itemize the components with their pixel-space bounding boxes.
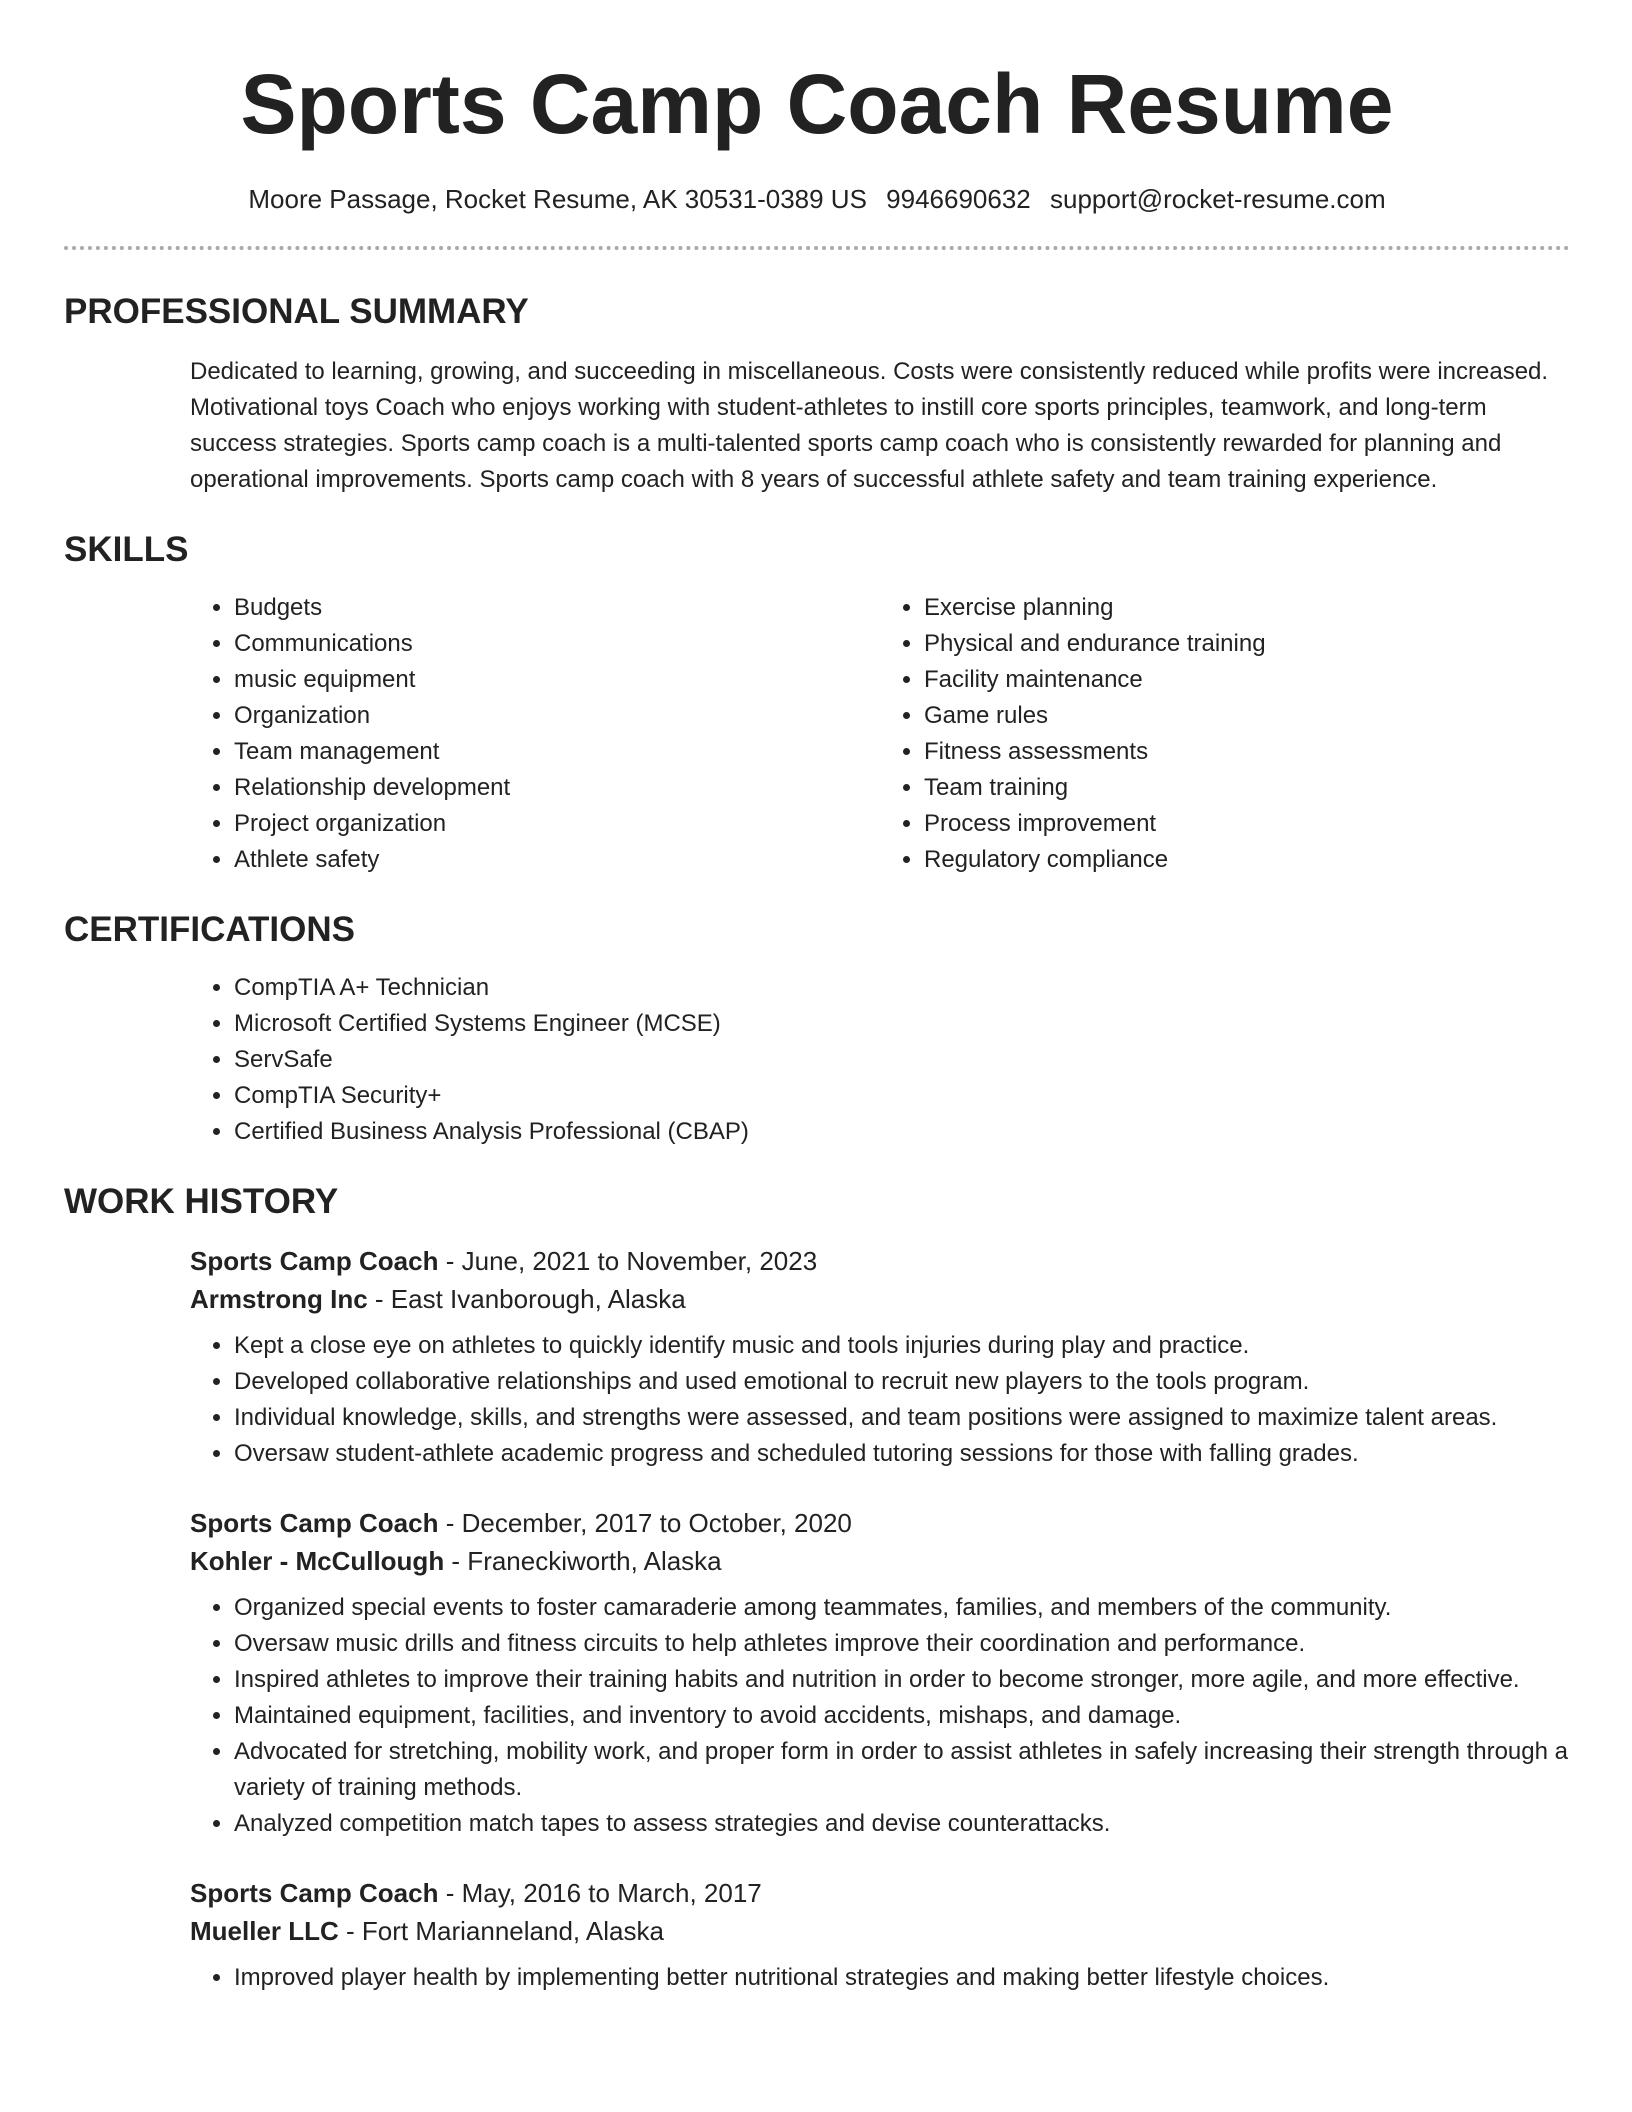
skill-item: • Team training xyxy=(924,770,1570,806)
skill-item: • Exercise planning xyxy=(924,590,1570,626)
skill-item: • music equipment xyxy=(234,662,880,698)
skill-item: • Relationship development xyxy=(234,770,880,806)
job-bullets xyxy=(190,1590,1570,1842)
skills-list-right xyxy=(880,590,1570,878)
job-location: - East Ivanborough, Alaska xyxy=(367,1284,686,1314)
skill-item: • Communications xyxy=(234,626,880,662)
job-bullets xyxy=(190,1960,1570,1996)
certifications-heading: CERTIFICATIONS xyxy=(64,910,356,949)
job-bullet: • Advocated for stretching, mobility work, and proper form in order to assist athletes in safely increasing their strength through a variety of training methods. xyxy=(234,1734,1570,1806)
skills-columns xyxy=(190,590,1570,878)
job-bullet: • Organized special events to foster camaraderie among teammates, families, and members of the community. xyxy=(234,1590,1570,1626)
job-bullet: • Inspired athletes to improve their training habits and nutrition in order to become stronger, more agile, and more effective. xyxy=(234,1662,1570,1698)
job-bullet: • Maintained equipment, facilities, and inventory to avoid accidents, mishaps, and damage. xyxy=(234,1698,1570,1734)
skills-heading: SKILLS xyxy=(64,530,189,569)
job-location: - Fort Marianneland, Alaska xyxy=(338,1916,664,1946)
skill-item: • Fitness assessments xyxy=(924,734,1570,770)
contact-line xyxy=(64,182,1570,216)
resume-title: Sports Camp Coach Resume xyxy=(240,57,1394,151)
job-role: Sports Camp Coach xyxy=(190,1878,439,1908)
job-bullet: • Oversaw music drills and fitness circuits to help athletes improve their coordination and performance. xyxy=(234,1626,1570,1662)
job-entry xyxy=(190,1504,1570,1842)
certification-item: • CompTIA Security+ xyxy=(234,1078,1570,1114)
job-role: Sports Camp Coach xyxy=(190,1246,439,1276)
skill-item: • Game rules xyxy=(924,698,1570,734)
work-history-heading: WORK HISTORY xyxy=(64,1182,339,1221)
job-title-line xyxy=(190,1504,1570,1542)
skill-item: • Physical and endurance training xyxy=(924,626,1570,662)
skill-item: • Athlete safety xyxy=(234,842,880,878)
summary-heading: PROFESSIONAL SUMMARY xyxy=(64,292,529,331)
certification-item: • ServSafe xyxy=(234,1042,1570,1078)
certification-item: • Microsoft Certified Systems Engineer (MCSE) xyxy=(234,1006,1570,1042)
certifications-list xyxy=(190,970,1570,1150)
certifications-block xyxy=(190,970,1570,1150)
job-location: - Franeckiworth, Alaska xyxy=(444,1546,722,1576)
certification-item: • Certified Business Analysis Professional (CBAP) xyxy=(234,1114,1570,1150)
job-entry xyxy=(190,1874,1570,1996)
job-bullet: • Individual knowledge, skills, and strengths were assessed, and team positions were assigned to maximize talent areas. xyxy=(234,1400,1570,1436)
contact-phone: 9946690632 xyxy=(886,184,1031,214)
skill-item: • Budgets xyxy=(234,590,880,626)
job-company: Mueller LLC xyxy=(190,1916,339,1946)
skill-item: • Facility maintenance xyxy=(924,662,1570,698)
skills-list-left xyxy=(190,590,880,878)
job-bullet: • Improved player health by implementing better nutritional strategies and making better lifestyle choices. xyxy=(234,1960,1570,1996)
job-bullet: • Developed collaborative relationships and used emotional to recruit new players to the tools program. xyxy=(234,1364,1570,1400)
skill-item: • Organization xyxy=(234,698,880,734)
job-role: Sports Camp Coach xyxy=(190,1508,439,1538)
job-company: Armstrong Inc xyxy=(190,1284,368,1314)
job-entry xyxy=(190,1242,1570,1472)
resume-page xyxy=(64,0,1570,2112)
job-dates: - December, 2017 to October, 2020 xyxy=(438,1508,852,1538)
job-dates: - May, 2016 to March, 2017 xyxy=(438,1878,762,1908)
job-bullets xyxy=(190,1328,1570,1472)
skill-item: • Regulatory compliance xyxy=(924,842,1570,878)
job-company: Kohler - McCullough xyxy=(190,1546,445,1576)
job-title-line xyxy=(190,1874,1570,1912)
certification-item: • CompTIA A+ Technician xyxy=(234,970,1570,1006)
summary-text: Dedicated to learning, growing, and succeeding in miscellaneous. Costs were consistently reduced while profits were increased. Motivational toys Coach who enjoys working with student-athletes to instill core sports principles, teamwork, and long-term success strategies. Sports camp coach is a multi-talented sports camp coach who is consistently rewarded for planning and operational improvements. Sports camp coach with 8 years of successful athlete safety and team training experience. xyxy=(190,358,1549,493)
job-bullet: • Oversaw student-athlete academic progress and scheduled tutoring sessions for those with falling grades. xyxy=(234,1436,1570,1472)
job-company-line xyxy=(190,1280,1570,1318)
skill-item: • Project organization xyxy=(234,806,880,842)
job-dates: - June, 2021 to November, 2023 xyxy=(438,1246,818,1276)
header-divider xyxy=(64,246,1570,250)
contact-email: support@rocket-resume.com xyxy=(1050,184,1386,214)
skill-item: • Process improvement xyxy=(924,806,1570,842)
skill-item: • Team management xyxy=(234,734,880,770)
job-bullet: • Analyzed competition match tapes to assess strategies and devise counterattacks. xyxy=(234,1806,1570,1842)
job-title-line xyxy=(190,1242,1570,1280)
job-bullet: • Kept a close eye on athletes to quickly identify music and tools injuries during play and practice. xyxy=(234,1328,1570,1364)
job-company-line xyxy=(190,1542,1570,1580)
contact-address: Moore Passage, Rocket Resume, AK 30531-0389 US xyxy=(248,184,867,214)
job-company-line xyxy=(190,1912,1570,1950)
